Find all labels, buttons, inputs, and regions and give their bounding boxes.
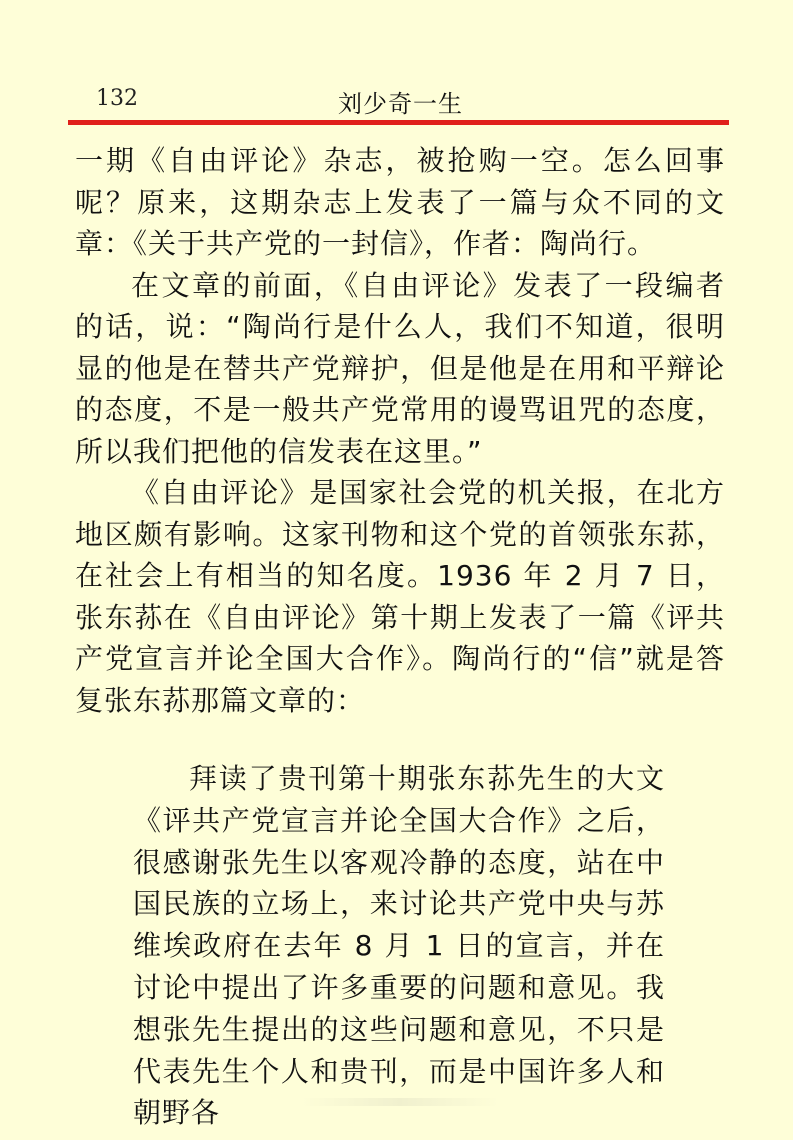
paragraph-1: 一期《自由评论》杂志，被抢购一空。怎么回事呢？原来，这期杂志上发表了一篇与众不同的文章：《关于共产党的一封信》，作者：陶尚行。 [75, 144, 725, 260]
running-title: 刘少奇一生 [338, 90, 463, 118]
body-text [75, 140, 725, 721]
block-quote [133, 758, 665, 1134]
page-number: 132 [96, 86, 138, 111]
paragraph-2: 在文章的前面，《自由评论》发表了一段编者的话，说：“陶尚行是什么人，我们不知道，很明显的他是在替共产党辩护，但是他是在用和平辩论的态度，不是一般共产党常用的谩骂诅咒的态度，所以我们把他的信发表在这里。” [75, 268, 725, 468]
quote-text: 拜读了贵刊第十期张东荪先生的大文《评共产党宣言并论全国大合作》之后，很感谢张先生以客观冷静的态度，站在中国民族的立场上，来讨论共产党中央与苏维埃政府在去年 8 月 1 日的宣言，并在讨论中提出了许多重要的问题和意见。我想张先生提出的这些问题和意见，不只是代表先生个人和贵刊，而是中国许多人和朝野各 [133, 762, 665, 1130]
header-rule [68, 120, 729, 125]
page-header [0, 0, 793, 130]
paragraph-3: 《自由评论》是国家社会党的机关报，在北方地区颇有影响。这家刊物和这个党的首领张东荪，在社会上有相当的知名度。1936 年 2 月 7 日，张东荪在《自由评论》第十期上发表了一篇《评共产党宣言并论全国大合作》。陶尚行的“信”就是答复张东荪那篇文章的： [75, 476, 725, 717]
scan-smudge [300, 1098, 500, 1106]
